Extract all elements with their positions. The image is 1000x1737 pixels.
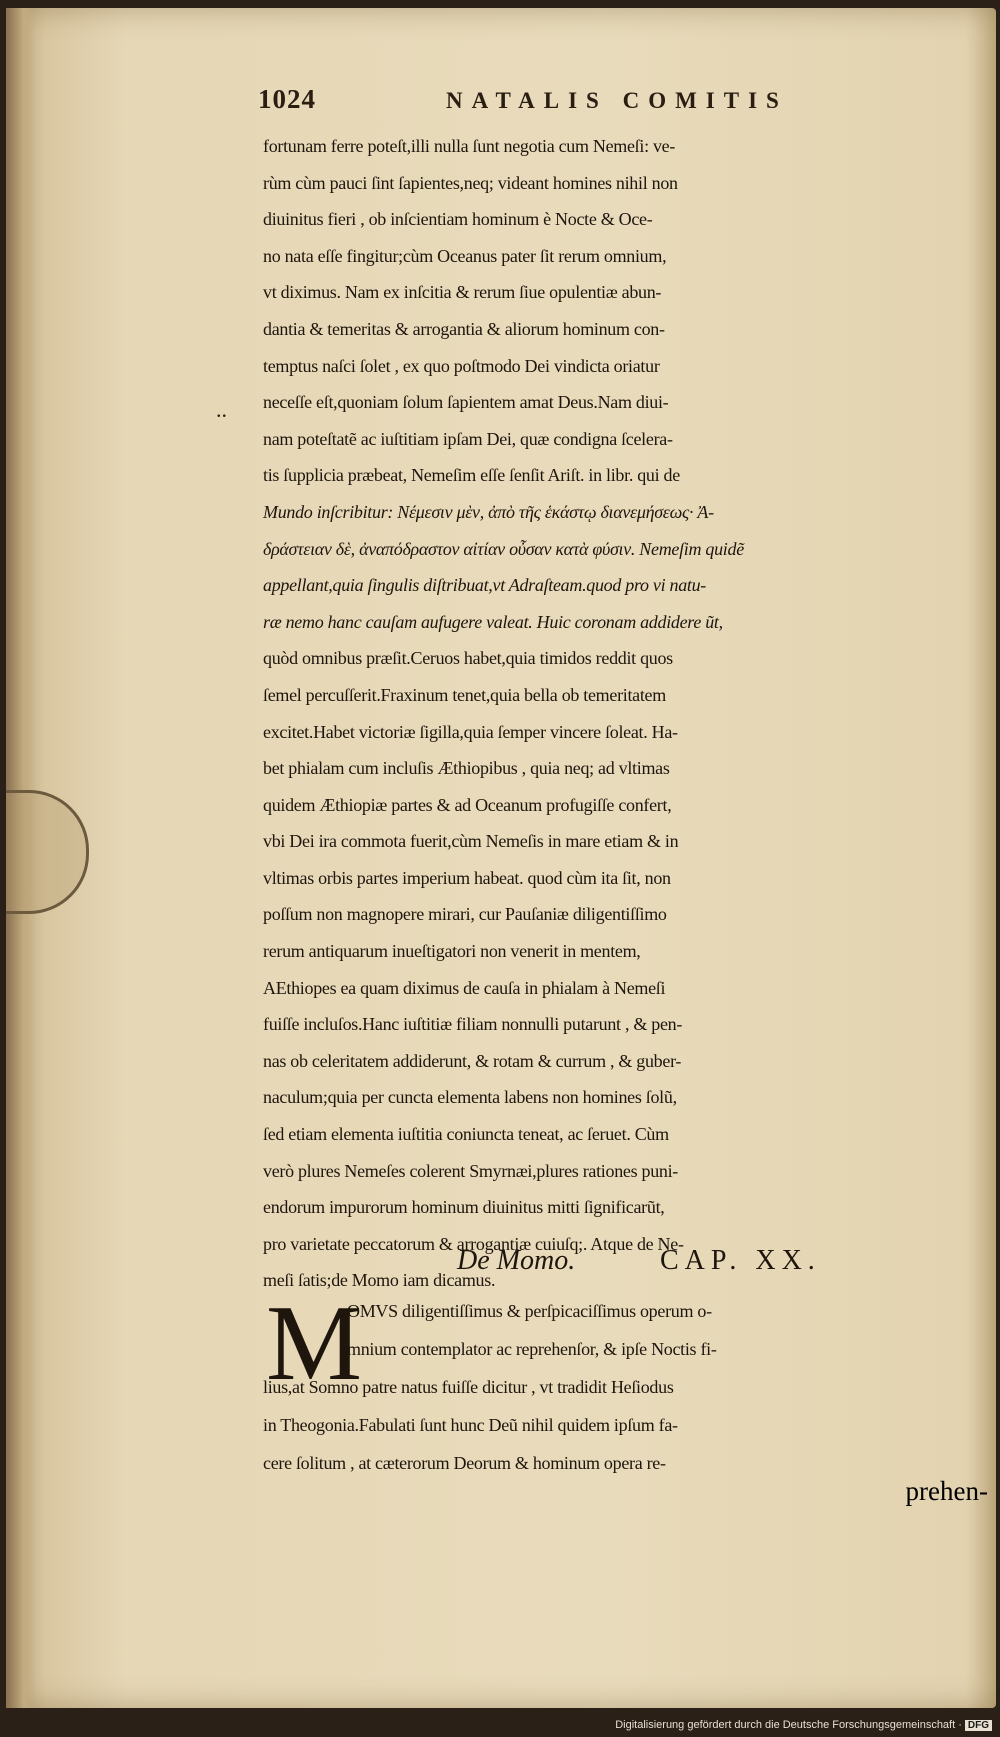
text-line: vt diximus. Nam ex inſcitia & rerum ſiue opulentiæ abun- (263, 282, 662, 303)
text-line: fortunam ferre poteſt,illi nulla ſunt negotia cum Nemeſi: ve- (263, 136, 676, 156)
running-title: NATALIS COMITIS (446, 88, 788, 113)
text-line: excitet.Habet victoriæ ſigilla,quia ſemper vincere ſoleat. Ha- (263, 721, 678, 742)
text-line: vbi Dei ira commota fuerit,cùm Nemeſis in mare etiam & in (263, 831, 679, 852)
text-line: ſemel percuſſerit.Fraxinum tenet,quia bella ob temeritatem (263, 684, 666, 705)
text-line: verò plures Nemeſes colerent Smyrnæi,plures rationes puni- (263, 1160, 678, 1181)
text-line: endorum impurorum hominum diuinitus mitti ſignificarũt, (263, 1197, 665, 1218)
text-line: nas ob celeritatem addiderunt, & rotam & currum , & guber- (263, 1050, 682, 1071)
digitization-credit (615, 1719, 992, 1731)
text-line: diuinitus fieri , ob inſcientiam hominum è Nocte & Oce- (263, 209, 653, 230)
margin-mark: .. (216, 397, 227, 422)
text-line: nam poteſtatẽ ac iuſtitiam ipſam Dei, quæ condigna ſcelera- (263, 428, 673, 449)
text-line: fuiſſe incluſos.Hanc iuſtitiæ filiam nonnulli putarunt , & pen- (263, 1014, 683, 1035)
text-line: dantia & temeritas & arrogantia & aliorum hominum con- (263, 318, 665, 339)
main-text-block (263, 128, 988, 1299)
chapter-text-line: cere ſolitum , at cæterorum Deorum & hominum opera re- (263, 1453, 666, 1473)
text-line: no nata eſſe fingitur;cùm Oceanus pater ſit rerum omnium, (263, 245, 667, 266)
text-line: quidem Æthiopiæ partes & ad Oceanum profugiſſe confert, (263, 794, 672, 815)
chapter-title: De Momo. (457, 1245, 576, 1276)
text-line: quòd omnibus præſit.Ceruos habet,quia timidos reddit quos (263, 648, 673, 669)
page-header (258, 84, 878, 124)
text-line: ſed etiam elementa iuſtitia coniuncta teneat, ac ſeruet. Cùm (263, 1124, 669, 1145)
drop-capital: M (266, 1284, 363, 1403)
text-line: Mundo inſcribitur: Νέμεσιν μὲν, ἀπὸ τῆς ἑκάστῳ διανεμήσεως· Ἀ- (263, 501, 714, 522)
chapter-text-line: lius,at Somno patre natus fuiſſe dicitur , vt tradidit Heſiodus (263, 1377, 674, 1397)
text-line: appellant,quia ſingulis diſtribuat,vt Adraſteam.quod pro vi natu- (263, 575, 706, 596)
page-number: 1024 (258, 84, 316, 114)
text-line: poſſum non magnopere mirari, cur Pauſaniæ diligentiſſimo (263, 904, 667, 925)
text-line: temptus naſci ſolet , ex quo poſtmodo Dei vindicta oriatur (263, 355, 660, 376)
chapter-text-line: OMVS diligentiſſimus & perſpicaciſſimus operum o- (347, 1301, 712, 1321)
chapter-text-line: mnium contemplator ac reprehenſor, & ipſe Noctis fi- (347, 1339, 717, 1359)
chapter-text-line: in Theogonia.Fabulati ſunt hunc Deũ nihil quidem ipſum fa- (263, 1415, 678, 1435)
text-line: meſi ſatis;de Momo iam dicamus. (263, 1270, 496, 1291)
text-line: vltimas orbis partes imperium habeat. quod cùm ita ſit, non (263, 867, 671, 888)
text-line: δράστειαν δὲ, ἀναπόδραστον αἰτίαν οὖσαν κατὰ φύσιν. Nemeſim quidẽ (263, 538, 744, 559)
text-line: naculum;quia per cuncta elementa labens non homines ſolũ, (263, 1087, 677, 1108)
text-line: rùm cùm pauci ſint ſapientes,neq; videant homines nihil non (263, 172, 678, 193)
catchword: prehen- (905, 1476, 988, 1506)
text-line: rerum antiquarum inueſtigatori non venerit in mentem, (263, 941, 641, 962)
text-line: tis ſupplicia præbeat, Nemeſim eſſe ſenſit Ariſt. in libr. qui de (263, 465, 680, 486)
text-line: neceſſe eſt,quoniam ſolum ſapientem amat Deus.Nam diui- (263, 392, 669, 413)
page-tab-clip (6, 790, 89, 914)
text-line: AEthiopes ea quam diximus de cauſa in phialam à Nemeſi (263, 977, 666, 998)
chapter-text-block (263, 1284, 988, 1482)
credit-text: Digitalisierung gefördert durch die Deutsche Forschungsgemeinschaft · (615, 1719, 962, 1731)
text-line: pro varietate peccatorum & arrogantiæ cuiuſq;. Atque de Ne- (263, 1233, 684, 1254)
text-line: ræ nemo hanc cauſam aufugere valeat. Huic coronam addidere ũt, (263, 611, 723, 632)
chapter-number: CAP. XX. (660, 1245, 821, 1276)
dfg-logo: DFG (965, 1720, 992, 1731)
text-line: bet phialam cum incluſis Æthiopibus , quia neq; ad vltimas (263, 758, 670, 779)
